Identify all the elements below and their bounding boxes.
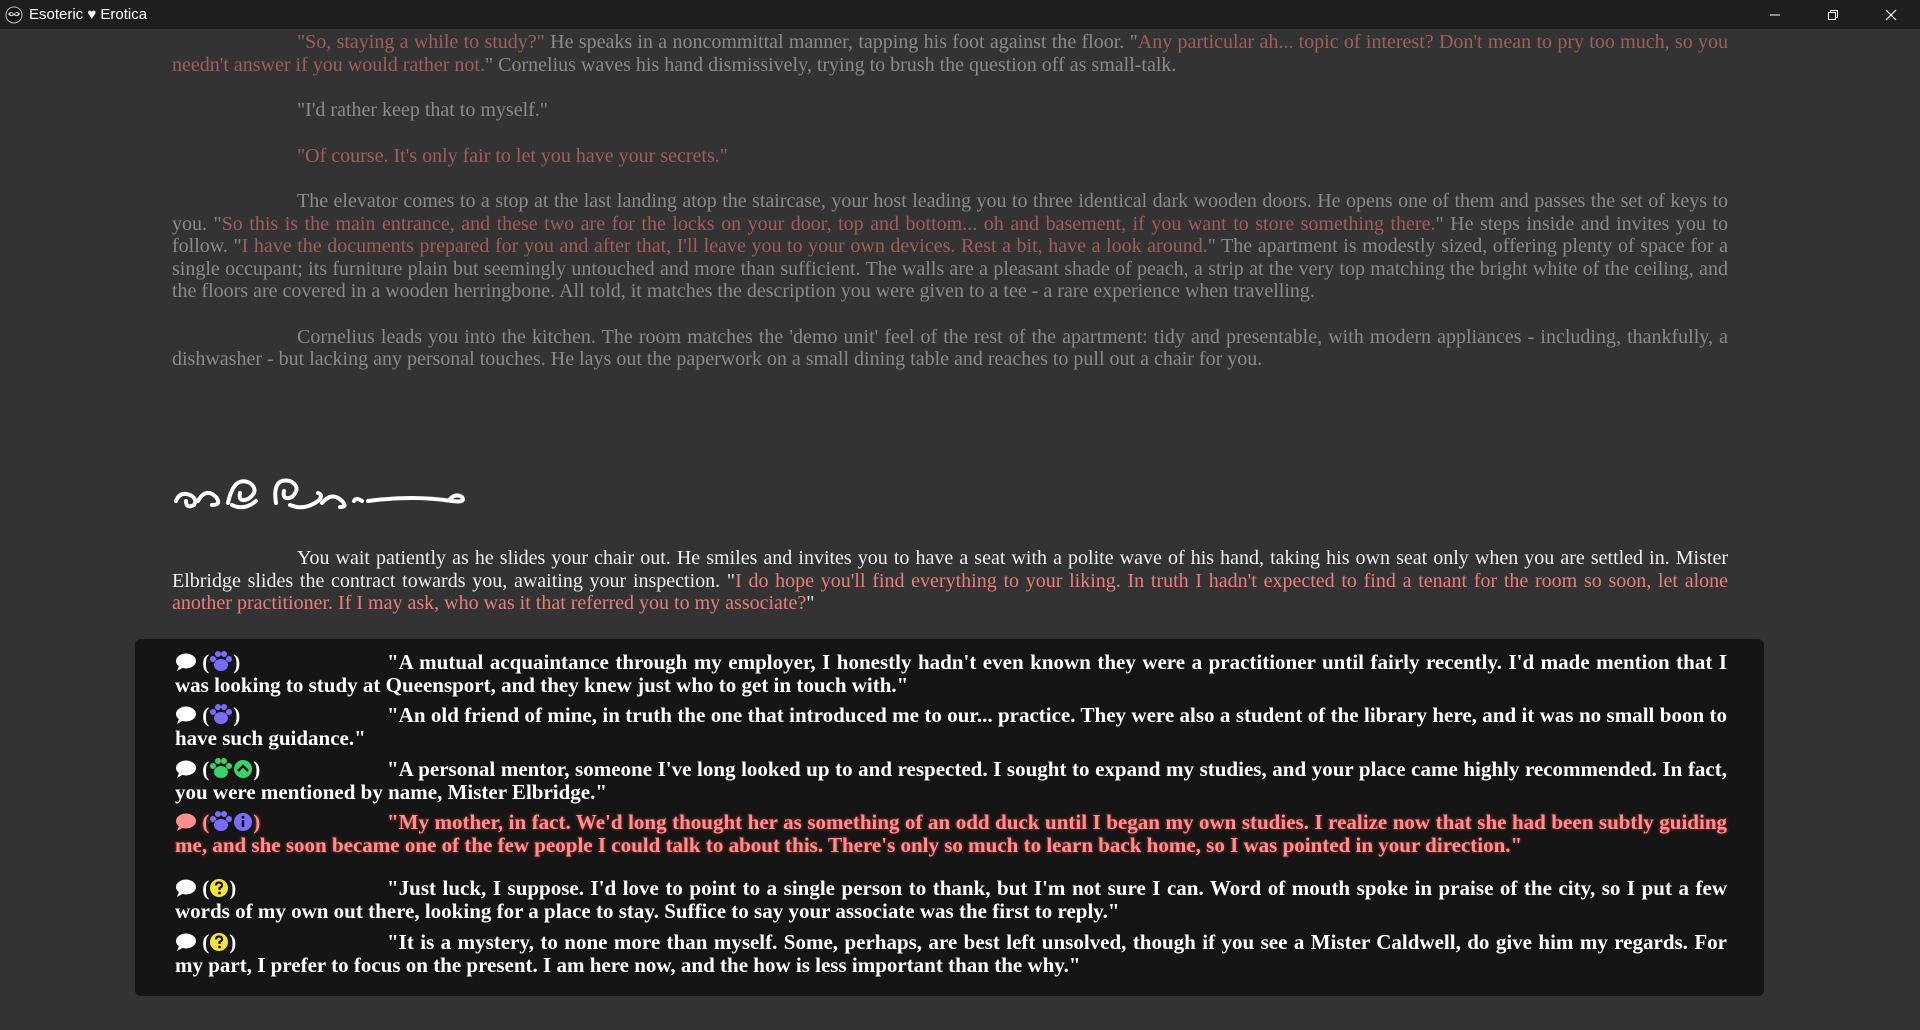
narration-text: He speaks in a noncommittal manner, tapping his foot against the floor. ": [544, 31, 1138, 53]
dialogue-choices-panel: [135, 639, 1764, 996]
dialogue-quote: "So, staying a while to study?": [297, 31, 545, 53]
minimize-icon: [1769, 9, 1781, 21]
dialogue-choice[interactable]: [175, 877, 1727, 923]
dialogue-choice[interactable]: [175, 931, 1727, 977]
paren-close: ): [229, 930, 237, 954]
dialogue-choice[interactable]: [175, 757, 1727, 804]
story-paragraph: [172, 31, 1728, 76]
paw-icon: [209, 810, 233, 832]
paw-icon: [209, 650, 233, 672]
paren-open: (: [197, 757, 210, 781]
current-paragraph: [172, 547, 1728, 615]
ornament-divider-icon: [172, 471, 472, 515]
choice-tags: [175, 650, 387, 674]
dialogue-choice[interactable]: [175, 703, 1727, 750]
narration-text: Cornelius leads you into the kitchen. The room matches the 'demo unit' feel of the rest of the apartment: tidy and presentable, with modern appliances - including, thankfully, a dishwasher - but lacking any personal touches. He lays out the paperwork on a small dining table and reaches to pull out a chair for you.: [172, 325, 1728, 370]
story-history: [172, 31, 1728, 394]
story-paragraph: [172, 190, 1728, 303]
choice-text: "It is a mystery, to none more than myself. Some, perhaps, are best left unsolved, though if you see a Mister Caldwell, do give him my regards. For my part, I prefer to focus on the present. I am here now, and the how is less important than the why.": [175, 930, 1727, 977]
close-icon: [1885, 9, 1897, 21]
paren-open: (: [197, 930, 210, 954]
speech-bubble-icon: [175, 878, 197, 898]
speech-bubble-icon: [175, 705, 197, 725]
paren-open: (: [197, 650, 210, 674]
paren-close: ): [253, 757, 261, 781]
story-viewport: [0, 29, 1898, 1030]
restore-icon: [1827, 9, 1839, 21]
paw-icon: [209, 757, 233, 779]
dialogue-choice[interactable]: [175, 810, 1727, 857]
dialogue-quote: "Of course. It's only fair to let you have your secrets.": [297, 144, 728, 167]
question-icon: [209, 932, 229, 952]
narration-text: "I'd rather keep that to myself.": [297, 99, 548, 121]
dialogue-quote: I have the documents prepared for you and after that, I'll leave you to your own devices. Rest a bit, have a look around.: [241, 235, 1208, 257]
story-paragraph: [172, 326, 1728, 371]
choice-tags: [175, 757, 387, 781]
close-button[interactable]: [1862, 0, 1920, 29]
choice-text: "Just luck, I suppose. I'd love to point to a single person to thank, but I'm not sure I can. Word of mouth spoke in praise of the city, so I put a few words of my own out there, looking for a place to stay. Suffice to say your associate was the first to reply.": [175, 876, 1727, 923]
narration-text: " Cornelius waves his hand dismissively, trying to brush the question off as small-talk.: [484, 53, 1177, 76]
narration-text: You wait patiently as he slides your chair out. He smiles and invites you to have a seat with a polite wave of his hand, taking his own seat only when you are settled in. Mister Elbridge slides the contract towards you, awaiting your inspection. ": [172, 547, 1728, 592]
paren-close: ): [253, 810, 261, 834]
narration-text: The elevator comes to a stop at the last landing atop the staircase, your host leading you to three identical dark wooden doors. He opens one of them and passes the set of keys to you. ": [172, 190, 1728, 235]
paren-close: ): [229, 876, 237, 900]
up-arrow-icon: [233, 759, 253, 779]
speech-bubble-icon: [175, 759, 197, 779]
dialogue-quote: I do hope you'll find everything to your liking. In truth I hadn't expected to find a tenant for the room so soon, let alone another practitioner. If I may ask, who was it that referred you to my associate?: [172, 569, 1729, 614]
choice-text: "An old friend of mine, in truth the one that introduced me to our... practice. They were also a student of the library here, and it was no small boon to have such guidance.": [175, 703, 1727, 750]
story-paragraph: [172, 145, 1728, 168]
choice-tags: [175, 703, 387, 727]
narration-text: " He steps inside and invites you to follow. ": [172, 212, 1728, 257]
info-icon: [233, 812, 253, 832]
story-current-paragraph: [172, 547, 1728, 638]
choice-tags: [175, 810, 387, 834]
choice-tags: [175, 931, 387, 954]
app-mask-icon: [5, 6, 23, 24]
speech-bubble-icon: [175, 932, 197, 952]
window-title: Esoteric ♥ Erotica: [29, 6, 148, 23]
paren-open: (: [197, 876, 210, 900]
paren-open: (: [197, 810, 210, 834]
choice-text: "A personal mentor, someone I've long looked up to and respected. I sought to expand my studies, and your place came highly recommended. In fact, you were mentioned by name, Mister Elbridge.": [175, 757, 1727, 804]
speech-bubble-icon: [175, 812, 197, 832]
choice-tags: [175, 877, 387, 900]
paw-icon: [209, 703, 233, 725]
minimize-button[interactable]: [1746, 0, 1804, 29]
dialogue-quote: Any particular ah... topic of interest? Don't mean to pry too much, so you needn't answer if you would rather not.: [172, 31, 1729, 76]
window-titlebar: [0, 0, 1920, 29]
narration-text: ": [806, 592, 815, 614]
speech-bubble-icon: [175, 652, 197, 672]
story-paragraph: [172, 99, 1728, 122]
paren-open: (: [197, 703, 210, 727]
choice-text: "My mother, in fact. We'd long thought her as something of an odd duck until I began my own studies. I realize now that she had been subtly guiding me, and she soon became one of the few people I could talk to about this. There's only so much to learn back home, so I was pointed in your direction.": [175, 810, 1727, 857]
dialogue-quote: So this is the main entrance, and these two are for the locks on your door, top and bottom... oh and basement, if you want to store something there.: [221, 212, 1436, 235]
question-icon: [209, 878, 229, 898]
paren-close: ): [233, 650, 241, 674]
paren-close: ): [233, 703, 241, 727]
narration-text: " The apartment is modestly sized, offering plenty of space for a single occupant; its furniture plain but seemingly untouched and more than sufficient. The walls are a pleasant shade of peach, a strip at the very top matching the bright white of the ceiling, and the floors are covered in a wooden herringbone. All told, it matches the description you were given to a tee - a rare experience when travelling.: [172, 235, 1728, 302]
restore-button[interactable]: [1804, 0, 1862, 29]
choice-text: "A mutual acquaintance through my employer, I honestly hadn't even known they were a practitioner until fairly recently. I'd made mention that I was looking to study at Queensport, and they knew just who to get in touch with.": [175, 650, 1727, 697]
dialogue-choice[interactable]: [175, 650, 1727, 697]
